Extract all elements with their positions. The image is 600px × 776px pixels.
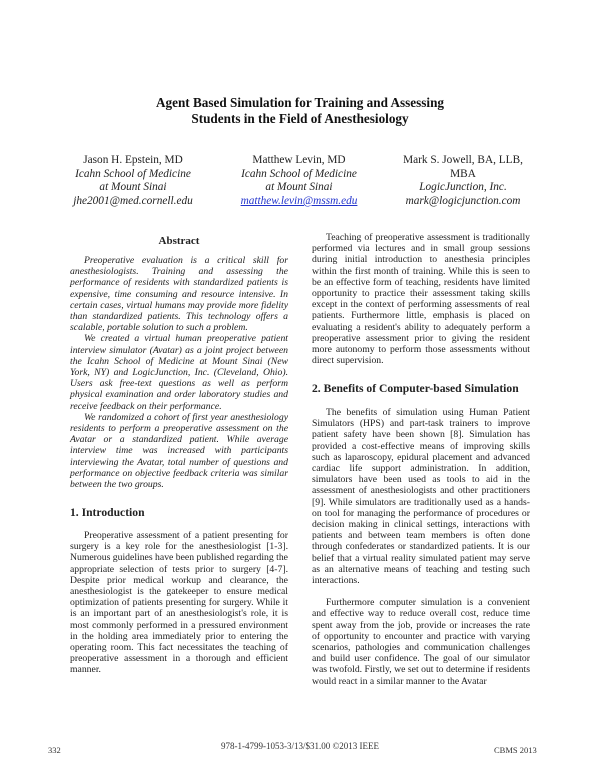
author-2: Matthew Levin, MD Icahn School of Medicine at Mount Sinai matthew.levin@mssm.edu [240, 154, 358, 207]
abstract-heading: Abstract [158, 235, 200, 247]
section-2-body: The benefits of simulation using Human Patient Simulators (HPS) and part-task trainers to improve patient safety have been shown [8]. Simulation has provided a cost-effective means of improving skills such as laparoscopy, epidural placement and advanced cardiac life support administration. In addition, simulators have been used as tools to aid in the assessment of anesthesiologists and other practitioners [9]. While simulators are traditionally used as a hands-on tool for managing the performance of procedures or decision making in clinical settings, interactions with patients and between team members is often done through confederates or standardized patients. It is our belief that a virtual reality simulated patient may serve as an alternative means of teaching and testing such interactions. Furthermore computer simulation is a convenient and effective way to reduce overall cost, reduce time spent away from the job, provide or increases the rate of opportunity to encounter and practice with varying scenarios, pathologies and communication challenges and build user confidence. The goal of our simulator was twofold. Firstly, we set out to determine if residents would react in a similar manner to the Avatar [312, 407, 530, 687]
author-email-link[interactable]: matthew.levin@mssm.edu [240, 194, 358, 207]
abstract-body: Preoperative evaluation is a critical skill for anesthesiologists. Training and assessing the performance of residents with standardized patients is expensive, time consuming and resource intensive. In certain cases, virtual humans may provide more fidelity than standardized patients. This technology offers a scalable, portable solution to such a problem. We created a virtual human preoperative patient interview simulator (Avatar) as a joint project between the Icahn School of Medicine at Mount Sinai (New York, NY) and LogicJunction, Inc. (Cleveland, Ohio). Users ask free-text questions as well as perform physical examination and order laboratory studies and receive feedback on their performance. We randomized a cohort of first year anesthesiology residents to perform a preoperative assessment on the Avatar or a standardized patient. While average interview time was increased with participants interviewing the Avatar, total number of questions and performance on objective feedback criteria was similar between the two groups. [70, 255, 288, 491]
conference-label: CBMS 2013 [494, 745, 537, 755]
section-2-heading: 2. Benefits of Computer-based Simulation [312, 382, 519, 395]
section-1-right-body: Teaching of preoperative assessment is traditionally performed via lectures and in small group sessions during initial introduction to anesthesia principles within the first month of training. While this is seen to be an effective form of teaching, residents have limited opportunity to practice their assessment taking skills except in the context of performing assessments of real patients. Furthermore little, emphasis is placed on evaluating a resident's ability to adequately perform a preoperative assessment prior to giving the resident more autonomy to perform those assessments without direct supervision. [312, 232, 530, 367]
author-email: mark@logicjunction.com [405, 194, 521, 207]
author-1: Jason H. Epstein, MD Icahn School of Medicine at Mount Sinai jhe2001@med.cornell.edu [43, 154, 223, 208]
paper-title: Agent Based Simulation for Training and Assessing Students in the Field of Anesthesiology [156, 95, 444, 126]
author-email: jhe2001@med.cornell.edu [73, 194, 193, 207]
author-3: Mark S. Jowell, BA, LLB, MBA LogicJunction, Inc. mark@logicjunction.com [373, 154, 553, 208]
copyright-line: 978-1-4799-1053-3/13/$31.00 ©2013 IEEE [220, 741, 380, 751]
page-number: 332 [48, 745, 61, 755]
section-1-heading: 1. Introduction [70, 506, 145, 519]
section-1-left-body: Preoperative assessment of a patient presenting for surgery is a key role for the anesthesiologist [1-3]. Numerous guidelines have been published regarding the appropriate selection of tests prior to surgery [4-7]. Despite prior medical workup and clearance, the anesthesiologist is the gatekeeper to ensure medical optimization of patients presenting for surgery. While it is an important part of an anesthesiologist's role, it is most commonly performed in a pressured environment in the holding area immediately prior to entering the operating room. This fact necessitates the teaching of preoperative assessment in a thorough and efficient manner. [70, 530, 288, 676]
